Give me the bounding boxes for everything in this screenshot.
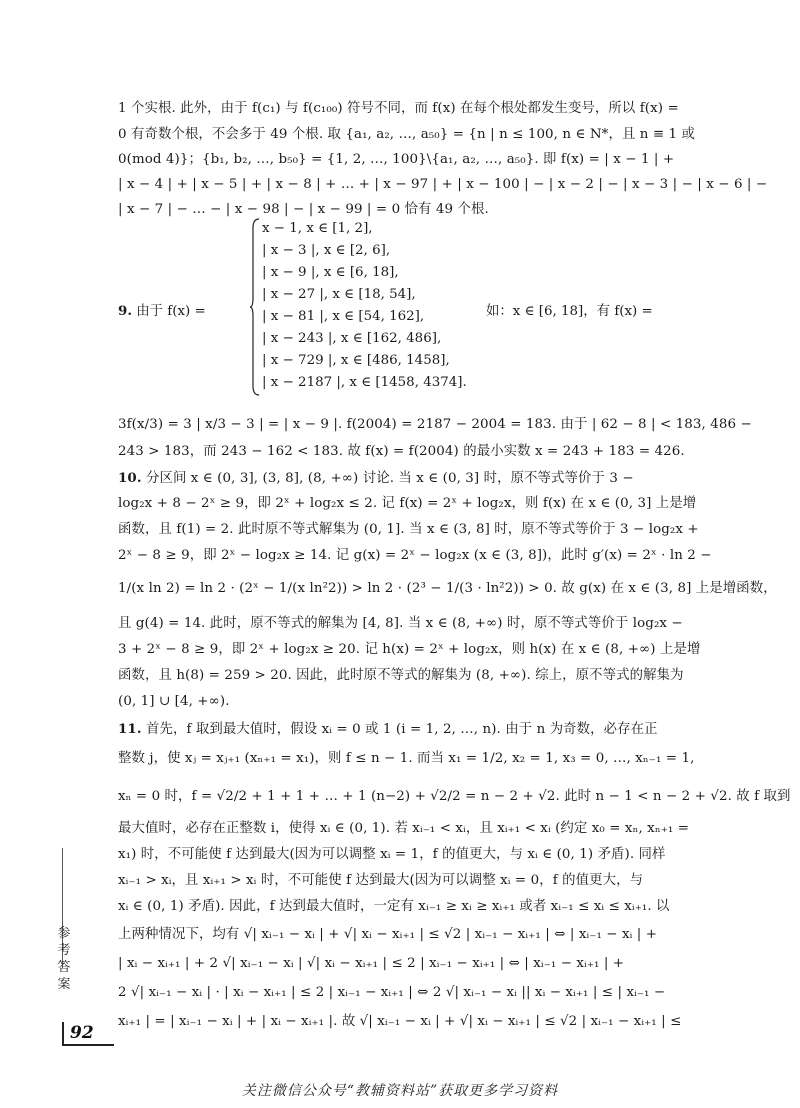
section-tab — [54, 925, 74, 993]
piecewise-case: | x − 3 |, x ∈ [2, 6], — [262, 243, 391, 258]
text-line: 0(mod 4)}；{b₁, b₂, …, b₅₀} = {1, 2, …, 100}\{a₁, a₂, …, a₅₀}. 即 f(x) = | x − 1 | + — [118, 152, 675, 167]
text-line: 0 有奇数个根，不会多于 49 个根. 取 {a₁, a₂, …, a₅₀} = {n | n ≤ 100, n ∈ N*，且 n ≡ 1 或 — [118, 127, 696, 142]
problem-9-number: 9. — [118, 303, 132, 319]
text-line: | x − 4 | + | x − 5 | + | x − 8 | + … + | x − 97 | + | x − 100 | − | x − 2 | − | x − 3 | − | x − 6 | − — [118, 177, 768, 192]
tab-char: 考 — [57, 943, 71, 958]
text-line: | xᵢ − xᵢ₊₁ | + 2 √| xᵢ₋₁ − xᵢ | √| xᵢ − xᵢ₊₁ | ≤ 2 | xᵢ₋₁ − xᵢ₊₁ | ⇔ | xᵢ₋₁ − xᵢ₊₁ | + — [118, 956, 625, 971]
piecewise-case: | x − 27 |, x ∈ [18, 54], — [262, 287, 416, 302]
text-line: xᵢ₊₁ | = | xᵢ₋₁ − xᵢ | + | xᵢ − xᵢ₊₁ |. 故 √| xᵢ₋₁ − xᵢ | + √| xᵢ − xᵢ₊₁ | ≤ √2 | xᵢ₋₁ − xᵢ₊₁ | ≤ — [118, 1014, 682, 1029]
left-brace-icon — [250, 218, 260, 396]
problem-9-intro: 由于 f(x) = — [136, 304, 206, 319]
text-span: 分区间 x ∈ (0, 3], (3, 8], (8, +∞) 讨论. 当 x ∈ (0, 3] 时，原不等式等价于 3 − — [145, 471, 634, 486]
text-line: 整数 j，使 xⱼ = xⱼ₊₁ (xₙ₊₁ = x₁)，则 f ≤ n − 1. 而当 x₁ = 1/2, x₂ = 1, x₃ = 0, …, xₙ₋₁ = 1, — [118, 751, 695, 766]
problem-10-number: 10. — [118, 470, 142, 486]
text-line: 3f(x/3) = 3 | x/3 − 3 | = | x − 9 |. f(2004) = 2187 − 2004 = 183. 由于 | 62 − 8 | < 183, 486 − — [118, 417, 752, 432]
problem-9-suffix: 如：x ∈ [6, 18]，有 f(x) = — [486, 304, 653, 319]
piecewise-case: | x − 9 |, x ∈ [6, 18], — [262, 265, 399, 280]
problem-11-first-line — [118, 720, 710, 739]
text-line: 1/(x ln 2) = ln 2 · (2ˣ − 1/(x ln²2)) > ln 2 · (2³ − 1/(3 · ln²2)) > 0. 故 g(x) 在 x ∈ (3, 8] 上是增函数， — [118, 581, 777, 596]
text-span: 首先，f 取到最大值时，假设 xᵢ = 0 或 1 (i = 1, 2, …, n). 由于 n 为奇数，必存在正 — [145, 722, 658, 737]
text-line: 上两种情况下，均有 √| xᵢ₋₁ − xᵢ | + √| xᵢ − xᵢ₊₁ | ≤ √2 | xᵢ₋₁ − xᵢ₊₁ | ⇔ | xᵢ₋₁ − xᵢ | + — [118, 927, 658, 942]
text-line: 243 > 183，而 243 − 162 < 183. 故 f(x) = f(2004) 的最小实数 x = 243 + 183 = 426. — [118, 444, 685, 459]
text-line: xᵢ₋₁ > xᵢ，且 xᵢ₊₁ > xᵢ 时，不可能使 f 达到最大(因为可以调整 xᵢ = 0，f 的值更大，与 — [118, 873, 644, 888]
text-line: log₂x + 8 − 2ˣ ≥ 9，即 2ˣ + log₂x ≤ 2. 记 f(x) = 2ˣ + log₂x，则 f(x) 在 x ∈ (0, 3] 上是增 — [118, 496, 697, 511]
text-line: x₁) 时，不可能使 f 达到最大(因为可以调整 xᵢ = 1，f 的值更大，与 xᵢ ∈ (0, 1) 矛盾). 同样 — [118, 847, 666, 862]
text-line: 函数，且 f(1) = 2. 此时原不等式解集为 (0, 1]. 当 x ∈ (3, 8] 时，原不等式等价于 3 − log₂x + — [118, 522, 699, 537]
text-line: 最大值时，必存在正整数 i，使得 xᵢ ∈ (0, 1). 若 xᵢ₋₁ < xᵢ，且 xᵢ₊₁ < xᵢ (约定 x₀ = xₙ, xₙ₊₁ = — [118, 821, 690, 836]
piecewise-case: x − 1, x ∈ [1, 2], — [262, 221, 373, 236]
problem-9-prefix — [118, 300, 206, 319]
piecewise-case: | x − 243 |, x ∈ [162, 486], — [262, 331, 442, 346]
piecewise-case: | x − 2187 |, x ∈ [1458, 4374]. — [262, 375, 467, 390]
text-line: 2 √| xᵢ₋₁ − xᵢ | · | xᵢ − xᵢ₊₁ | ≤ 2 | xᵢ₋₁ − xᵢ₊₁ | ⇔ 2 √| xᵢ₋₁ − xᵢ || xᵢ − xᵢ₊₁ | ≤ | xᵢ₋₁ − — [118, 985, 666, 1000]
tab-char: 参 — [57, 926, 71, 941]
text-line: 1 个实根. 此外，由于 f(c₁) 与 f(c₁₀₀) 符号不同，而 f(x) 在每个根处都发生变号，所以 f(x) = — [118, 101, 679, 116]
problem-10-first-line — [118, 469, 710, 488]
text-line: 2ˣ − 8 ≥ 9，即 2ˣ − log₂x ≥ 14. 记 g(x) = 2ˣ − log₂x (x ∈ (3, 8])，此时 g′(x) = 2ˣ · ln 2 − — [118, 548, 712, 563]
piecewise-case: | x − 81 |, x ∈ [54, 162], — [262, 309, 425, 324]
text-line: | x − 7 | − … − | x − 98 | − | x − 99 | = 0 恰有 49 个根. — [118, 202, 489, 217]
page-number: 92 — [62, 1022, 114, 1046]
footer-notice: 关注微信公众号“教辅资料站”获取更多学习资料 — [241, 1083, 559, 1099]
text-line: 函数，且 h(8) = 259 > 20. 因此，此时原不等式的解集为 (8, +∞). 综上，原不等式的解集为 — [118, 668, 684, 683]
problem-11-number: 11. — [118, 721, 142, 737]
text-line: xᵢ ∈ (0, 1) 矛盾). 因此，f 达到最大值时，一定有 xᵢ₋₁ ≥ xᵢ ≥ xᵢ₊₁ 或者 xᵢ₋₁ ≤ xᵢ ≤ xᵢ₊₁. 以 — [118, 899, 670, 914]
tab-char: 答 — [57, 960, 71, 975]
tab-char: 案 — [57, 977, 71, 992]
piecewise-case: | x − 729 |, x ∈ [486, 1458], — [262, 353, 450, 368]
text-line: (0, 1] ∪ [4, +∞). — [118, 694, 230, 709]
text-line: 且 g(4) = 14. 此时，原不等式的解集为 [4, 8]. 当 x ∈ (8, +∞) 时，原不等式等价于 log₂x − — [118, 616, 683, 631]
text-line: 3 + 2ˣ − 8 ≥ 9，即 2ˣ + log₂x ≥ 20. 记 h(x) = 2ˣ + log₂x，则 h(x) 在 x ∈ (8, +∞) 上是增 — [118, 642, 701, 657]
text-line: xₙ = 0 时，f = √2/2 + 1 + 1 + … + 1 (n−2) + √2/2 = n − 2 + √2. 此时 n − 1 < n − 2 + √2. 故 f 取到 — [118, 789, 791, 804]
